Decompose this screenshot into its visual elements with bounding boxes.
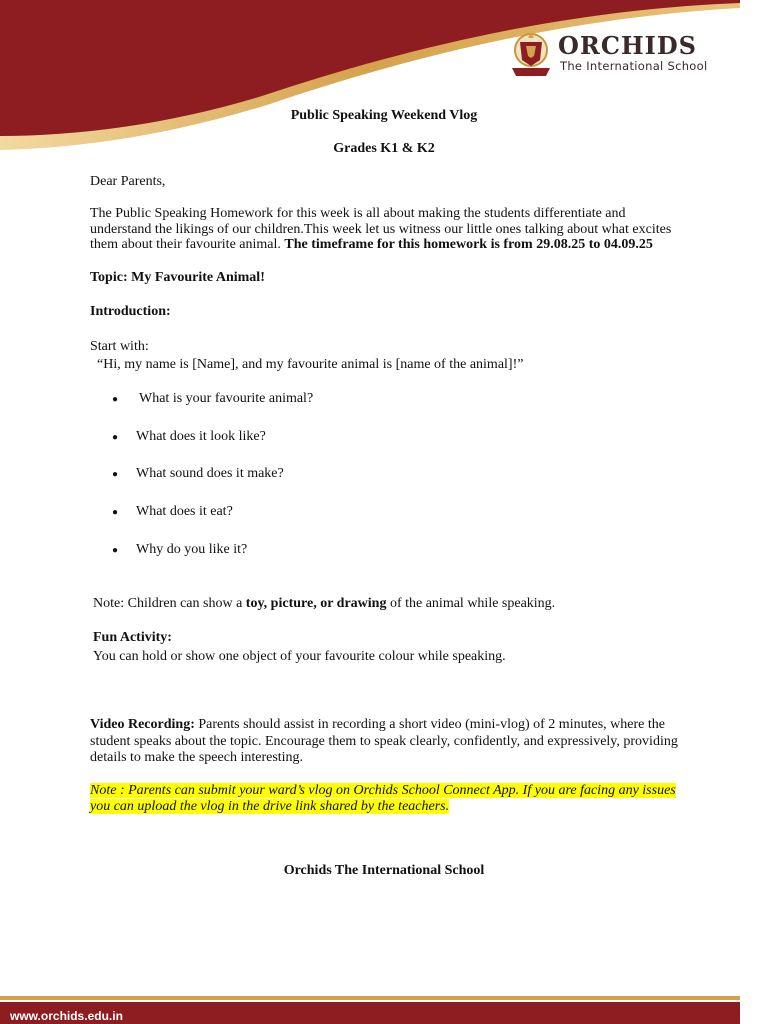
grades-subtitle: Grades K1 & K2 (333, 141, 435, 156)
salutation: Dear Parents, (90, 174, 166, 189)
bullet-icon: ● (112, 432, 119, 443)
question-text: What does it eat? (136, 504, 233, 519)
video-text: Parents should assist in recording a short video (mini-vlog) of 2 minutes, where the (194, 717, 665, 732)
footer-website-link[interactable]: www.orchids.edu.in (10, 1009, 123, 1023)
school-name: ORCHIDS (558, 31, 697, 60)
question-text: What is your favourite animal? (139, 391, 314, 406)
introduction-heading: Introduction: (90, 304, 171, 319)
bullet-icon: ● (112, 394, 119, 405)
note-prefix: Note: Children can show a (93, 596, 246, 611)
question-text: Why do you like it? (136, 542, 248, 557)
video-recording-label: Video Recording: (90, 717, 195, 732)
school-logo (506, 30, 716, 80)
submission-note-line: Note : Parents can submit your ward’s vlog on Orchids School Connect App. If you are facing any issues (90, 783, 676, 798)
intro-quote: “Hi, my name is [Name], and my favourite animal is [name of the animal]!” (97, 357, 524, 372)
school-tagline: The International School (560, 59, 708, 73)
signature: Orchids The International School (283, 863, 485, 878)
intro-line: The Public Speaking Homework for this week is all about making the students differentiate and (90, 206, 626, 221)
question-text: What does it look like? (136, 429, 266, 444)
bullet-icon: ● (112, 545, 119, 556)
video-line (90, 717, 665, 733)
bullet-icon: ● (112, 507, 119, 518)
bullet-icon: ● (112, 469, 119, 480)
note-line (93, 596, 555, 612)
fun-activity-heading: Fun Activity: (93, 630, 172, 645)
timeframe-text: The timeframe for this homework is from 29.08.25 to 04.09.25 (284, 237, 653, 252)
topic-heading: Topic: My Favourite Animal! (90, 270, 265, 285)
submission-note-line: you can upload the vlog in the drive link shared by the teachers. (90, 799, 450, 814)
fun-activity-text: You can hold or show one object of your favourite colour while speaking. (93, 649, 506, 664)
intro-line: understand the likings of our children.This week let us witness our little ones talking about what excites (90, 222, 672, 237)
note-suffix: of the animal while speaking. (386, 596, 556, 611)
video-line: details to make the speech interesting. (90, 750, 304, 765)
video-line: student speaks about the topic. Encourage them to speak clearly, confidently, and expressively, providing (90, 734, 678, 749)
intro-text: them about their favourite animal. (90, 237, 285, 252)
question-text: What sound does it make? (136, 466, 284, 481)
intro-line (90, 237, 653, 253)
note-bold: toy, picture, or drawing (245, 596, 387, 611)
orchids-emblem-icon (506, 30, 556, 78)
header-banner (0, 0, 768, 160)
start-with-label: Start with: (90, 339, 149, 354)
document-title: Public Speaking Weekend Vlog (290, 108, 478, 123)
